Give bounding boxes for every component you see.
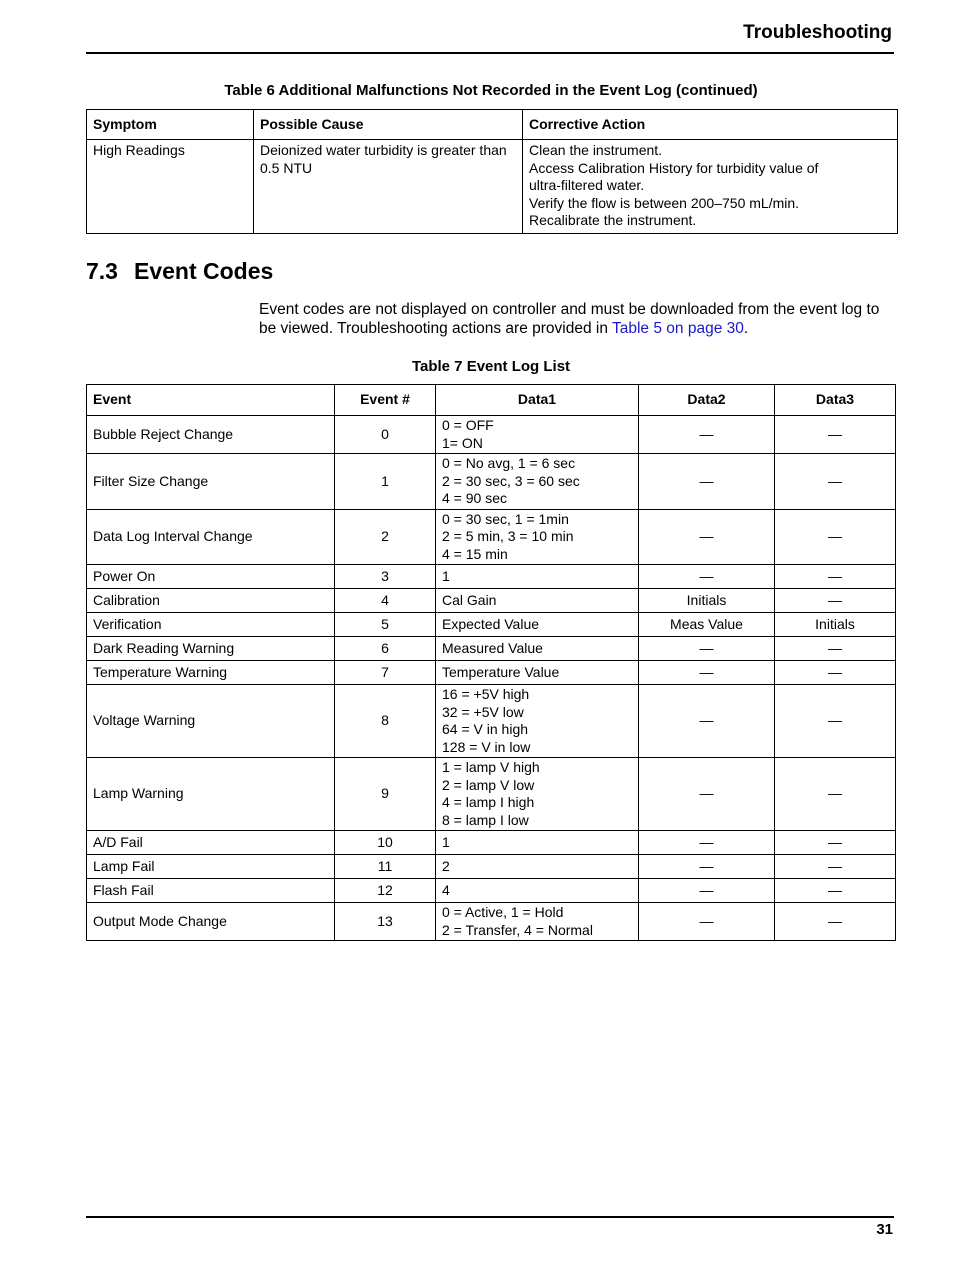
data1-line: 2 = 5 min, 3 = 10 min bbox=[442, 528, 574, 544]
data1-line: 1 bbox=[442, 833, 450, 850]
event-number-cell: 6 bbox=[335, 637, 436, 661]
section-number: 7.3 bbox=[86, 258, 118, 284]
cause-line: Deionized water turbidity is greater than bbox=[260, 142, 507, 158]
event-number-cell: 13 bbox=[335, 903, 436, 941]
data1-line: 2 = 30 sec, 3 = 60 sec bbox=[442, 472, 580, 489]
event-cell: Verification bbox=[87, 613, 335, 637]
data1-line: 2 = lamp V low bbox=[442, 776, 535, 793]
data3-cell: — bbox=[775, 661, 896, 685]
table-row bbox=[87, 454, 896, 510]
event-cell: A/D Fail bbox=[87, 831, 335, 855]
header-possible-cause: Possible Cause bbox=[254, 110, 523, 140]
table-row bbox=[87, 637, 896, 661]
header-event: Event bbox=[87, 385, 335, 416]
event-number-cell: 8 bbox=[335, 685, 436, 758]
section-title: Event Codes bbox=[134, 258, 274, 284]
event-cell: Flash Fail bbox=[87, 879, 335, 903]
data1-line: Cal Gain bbox=[442, 591, 497, 608]
data1-cell bbox=[436, 565, 639, 589]
data2-cell: — bbox=[639, 855, 775, 879]
footer-rule bbox=[86, 1216, 894, 1218]
event-cell: Temperature Warning bbox=[87, 661, 335, 685]
event-number-cell: 11 bbox=[335, 855, 436, 879]
data1-cell bbox=[436, 637, 639, 661]
event-number-cell: 3 bbox=[335, 565, 436, 589]
data2-cell: Meas Value bbox=[639, 613, 775, 637]
data2-cell: — bbox=[639, 661, 775, 685]
event-number-cell: 12 bbox=[335, 879, 436, 903]
data3-cell: — bbox=[775, 855, 896, 879]
data2-cell: — bbox=[639, 758, 775, 831]
data1-line: 0 = No avg, 1 = 6 sec bbox=[442, 455, 576, 471]
data1-line: 16 = +5V high bbox=[442, 686, 530, 702]
event-cell: Power On bbox=[87, 565, 335, 589]
data3-cell: — bbox=[775, 509, 896, 565]
data1-line: 1 bbox=[442, 567, 450, 584]
action-line: Clean the instrument. bbox=[529, 142, 663, 158]
cause-line: 0.5 NTU bbox=[260, 159, 313, 176]
data2-cell: — bbox=[639, 685, 775, 758]
data1-cell bbox=[436, 589, 639, 613]
table-row bbox=[87, 903, 896, 941]
table-row bbox=[87, 661, 896, 685]
table5-link[interactable]: Table 5 on page 30 bbox=[612, 320, 744, 337]
data1-cell bbox=[436, 454, 639, 510]
event-cell: Output Mode Change bbox=[87, 903, 335, 941]
event-cell: Data Log Interval Change bbox=[87, 509, 335, 565]
table-row bbox=[87, 509, 896, 565]
data1-cell bbox=[436, 416, 639, 454]
data2-cell: — bbox=[639, 454, 775, 510]
event-cell: Dark Reading Warning bbox=[87, 637, 335, 661]
table-row bbox=[87, 565, 896, 589]
data1-line: 2 bbox=[442, 857, 450, 874]
data1-cell bbox=[436, 903, 639, 941]
data2-cell: — bbox=[639, 416, 775, 454]
data3-cell: — bbox=[775, 565, 896, 589]
header-data2: Data2 bbox=[639, 385, 775, 416]
action-line: Verify the flow is between 200–750 mL/min. bbox=[529, 194, 800, 211]
data2-cell: Initials bbox=[639, 589, 775, 613]
data1-line: 1= ON bbox=[442, 434, 483, 451]
table-row bbox=[87, 589, 896, 613]
running-header-title: Troubleshooting bbox=[743, 22, 892, 43]
header-event-number: Event # bbox=[335, 385, 436, 416]
action-line: Recalibrate the instrument. bbox=[529, 212, 697, 228]
data1-line: 64 = V in high bbox=[442, 721, 529, 737]
event-number-cell: 9 bbox=[335, 758, 436, 831]
data2-cell: — bbox=[639, 831, 775, 855]
intro-paragraph bbox=[259, 300, 899, 338]
intro-text: Event codes are not displayed on controller and must be downloaded from the event log to be viewed. Troubleshooting actions are provided in bbox=[259, 301, 880, 337]
data1-line: 8 = lamp I low bbox=[442, 811, 529, 828]
data2-cell: — bbox=[639, 509, 775, 565]
event-number-cell: 4 bbox=[335, 589, 436, 613]
data2-cell: — bbox=[639, 903, 775, 941]
event-log-table bbox=[86, 384, 896, 941]
cause-cell bbox=[254, 140, 523, 234]
event-cell: Filter Size Change bbox=[87, 454, 335, 510]
table-row bbox=[87, 855, 896, 879]
header-corrective-action: Corrective Action bbox=[523, 110, 898, 140]
data1-cell bbox=[436, 831, 639, 855]
event-number-cell: 0 bbox=[335, 416, 436, 454]
table-header-row bbox=[87, 385, 896, 416]
data1-cell bbox=[436, 879, 639, 903]
data1-line: Measured Value bbox=[442, 639, 543, 656]
data2-cell: — bbox=[639, 565, 775, 589]
action-cell bbox=[523, 140, 898, 234]
event-number-cell: 5 bbox=[335, 613, 436, 637]
data1-line: 4 = 15 min bbox=[442, 545, 508, 562]
data1-line: 0 = 30 sec, 1 = 1min bbox=[442, 510, 569, 527]
event-cell: Lamp Warning bbox=[87, 758, 335, 831]
data1-cell bbox=[436, 685, 639, 758]
data3-cell: Initials bbox=[775, 613, 896, 637]
data1-line: 2 = Transfer, 4 = Normal bbox=[442, 921, 593, 938]
header-symptom: Symptom bbox=[87, 110, 254, 140]
table-row bbox=[87, 613, 896, 637]
data3-cell: — bbox=[775, 685, 896, 758]
data1-line: 0 = Active, 1 = Hold bbox=[442, 904, 564, 920]
table7-caption: Table 7 Event Log List bbox=[411, 358, 571, 375]
page-number: 31 bbox=[876, 1221, 893, 1238]
header-data1: Data1 bbox=[436, 385, 639, 416]
data1-line: Temperature Value bbox=[442, 663, 560, 680]
intro-end: . bbox=[743, 320, 749, 337]
table6-caption: Table 6 Additional Malfunctions Not Recorded in the Event Log (continued) bbox=[224, 82, 758, 99]
action-line: Access Calibration History for turbidity value of bbox=[529, 159, 819, 176]
table-row bbox=[87, 416, 896, 454]
data3-cell: — bbox=[775, 831, 896, 855]
event-number-cell: 2 bbox=[335, 509, 436, 565]
data1-line: 128 = V in low bbox=[442, 738, 531, 755]
data1-line: 4 = lamp I high bbox=[442, 794, 535, 810]
table-row bbox=[87, 831, 896, 855]
header-data3: Data3 bbox=[775, 385, 896, 416]
data2-cell: — bbox=[639, 879, 775, 903]
event-number-cell: 7 bbox=[335, 661, 436, 685]
data1-line: 0 = OFF bbox=[442, 417, 494, 433]
symptom-cell: High Readings bbox=[87, 140, 254, 234]
table-row bbox=[87, 685, 896, 758]
section-heading bbox=[86, 258, 273, 285]
data3-cell: — bbox=[775, 903, 896, 941]
event-number-cell: 1 bbox=[335, 454, 436, 510]
data1-cell bbox=[436, 661, 639, 685]
data3-cell: — bbox=[775, 879, 896, 903]
data2-cell: — bbox=[639, 637, 775, 661]
data1-cell bbox=[436, 613, 639, 637]
data1-line: 4 bbox=[442, 881, 450, 898]
table-row bbox=[87, 140, 898, 234]
action-line: ultra-filtered water. bbox=[529, 177, 645, 193]
table-row bbox=[87, 879, 896, 903]
event-cell: Lamp Fail bbox=[87, 855, 335, 879]
event-cell: Bubble Reject Change bbox=[87, 416, 335, 454]
data1-cell bbox=[436, 855, 639, 879]
table-header-row bbox=[87, 110, 898, 140]
data3-cell: — bbox=[775, 416, 896, 454]
data3-cell: — bbox=[775, 637, 896, 661]
data1-cell bbox=[436, 758, 639, 831]
data3-cell: — bbox=[775, 758, 896, 831]
event-number-cell: 10 bbox=[335, 831, 436, 855]
header-rule bbox=[86, 52, 894, 54]
malfunctions-table bbox=[86, 109, 898, 234]
data1-line: 1 = lamp V high bbox=[442, 759, 540, 775]
data3-cell: — bbox=[775, 454, 896, 510]
data1-line: 4 = 90 sec bbox=[442, 490, 507, 506]
data1-line: Expected Value bbox=[442, 615, 540, 632]
table-row bbox=[87, 758, 896, 831]
data3-cell: — bbox=[775, 589, 896, 613]
event-cell: Calibration bbox=[87, 589, 335, 613]
data1-line: 32 = +5V low bbox=[442, 703, 524, 720]
data1-cell bbox=[436, 509, 639, 565]
event-cell: Voltage Warning bbox=[87, 685, 335, 758]
